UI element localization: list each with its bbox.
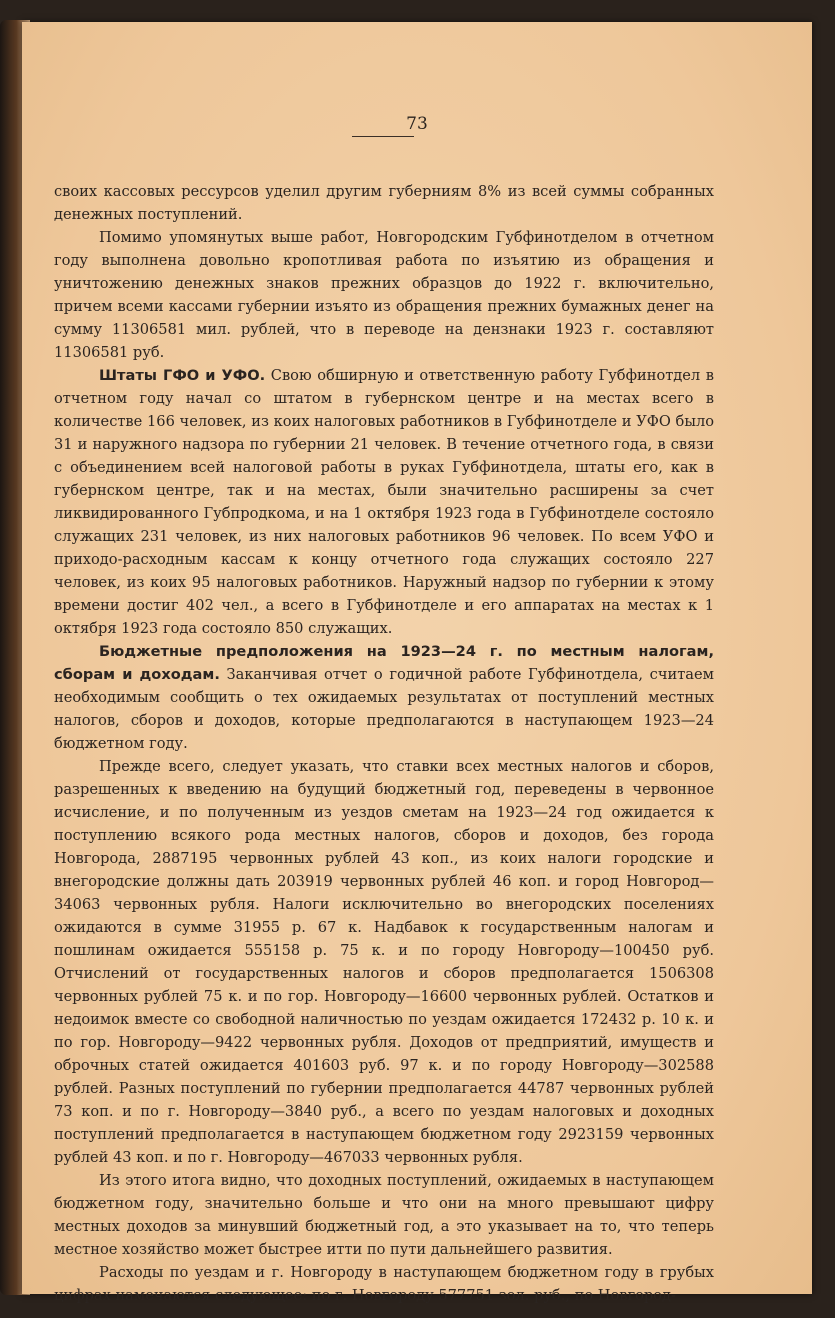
page-body-text bbox=[54, 180, 714, 1307]
page-number-rule bbox=[352, 136, 414, 137]
paragraph-text: Из этого итога видно, что доходных поступлений, ожидаемых в наступающем бюджетном году, значительно больше и что они на много превышают цифру местных доходов за минувший бюджетный год, а это указывает на то, что теперь местное хозяйство может быстрее итти по пути дальнейшего развития. bbox=[54, 1172, 714, 1258]
paragraph-iztyatie-deneg bbox=[54, 226, 714, 364]
paragraph-text: Заканчивая отчет о годичной работе Губфинотдела, считаем необходимым сообщить о тех ожидаемых результатах от поступлений местных налогов, сборов и доходов, которые предполагаются в наступающем 1923—24 бюджетном году. bbox=[54, 666, 714, 752]
paragraph-text: Помимо упомянутых выше работ, Новгородским Губфинотделом в отчетном году выполнена довольно кропотливая работа по изъятию из обращения и уничтожению денежных знаков прежних образцов до 1922 г. включительно, причем всеми кассами губернии изъято из обращения прежних бумажных денег на сумму 11306581 мил. рублей, что в переводе на дензнаки 1923 г. составляют 11306581 руб. bbox=[54, 229, 714, 361]
paragraph-text: своих кассовых рессурсов уделил другим губерниям 8% из всей суммы собранных денежных поступлений. bbox=[54, 183, 714, 223]
paragraph-stavki-nalogov bbox=[54, 755, 714, 1169]
page-number: 73 bbox=[406, 114, 428, 134]
section-heading-byudzhet: Бюджетные предположения на 1923—24 г. по местным налогам, сборам и доходам. bbox=[54, 643, 714, 683]
section-heading-shtaty: Штаты ГФО и УФО. bbox=[99, 367, 266, 384]
paragraph-byudzhetnye-predpolozheniya bbox=[54, 640, 714, 755]
paragraph-text: Прежде всего, следует указать, что ставки всех местных налогов и сборов, разрешенных к введению на будущий бюджетный год, переведены в червонное исчисление, и по полученным из уездов сметам на 1923—24 год ожидается к поступлению всякого рода местных налогов, сборов и доходов, без города Новгорода, 2887195 червонных рублей 43 коп., из коих налоги городские и внегородские должны дать 203919 червонных рублей 46 коп. и город Новгород—34063 червонных рубля. Налоги исключительно во внегородских поселениях ожидаются в сумме 31955 р. 67 к. Надбавок к государственным налогам и пошлинам ожидается 555158 р. 75 к. и по городу Новгороду—100450 руб. Отчислений от государственных налогов и сборов предполагается 1506308 червонных рублей 75 к. и по гор. Новгороду—16600 червонных рублей. Остатков и недоимок вместе со свободной наличностью по уездам ожидается 172432 р. 10 к. и по гор. Новгороду—9422 червонных рубля. Доходов от предприятий, имуществ и оброчных статей ожидается 401603 руб. 97 к. и по городу Новгороду—302588 рублей. Разных поступлений по губернии предполагается 44787 червонных рублей 73 коп. и по г. Новгороду—3840 руб., а всего по уездам налоговых и доходных поступлений предполагается в наступающем бюджетном году 2923159 червонных рублей 43 коп. и по г. Новгороду—467033 червонных рубля. bbox=[54, 758, 714, 1166]
paragraph-text: Свою обширную и ответственную работу Губфинотдел в отчетном году начал со штатом в губернском центре и на местах всего в количестве 166 человек, из коих налоговых работников в Губфинотделе и УФО было 31 и наружного надзора по губернии 21 человек. В течение отчетного года, в связи с объединением всей налоговой работы в руках Губфинотдела, штаты его, как в губернском центре, так и на местах, были значительно расширены за счет ликвидированного Губпродкома, и на 1 октября 1923 года в Губфинотделе состояло служащих 231 человек, из них налоговых работников 96 человек. По всем УФО и приходо-расходным кассам к концу отчетного года служащих состояло 227 человек, из коих 95 налоговых работников. Наружный надзор по губернии к этому времени достиг 402 чел., а всего в Губфинотделе и его аппаратах на местах к 1 октября 1923 года состояло 850 служащих. bbox=[54, 367, 715, 637]
book-page bbox=[22, 22, 812, 1304]
paragraph-raskhody bbox=[54, 1261, 714, 1307]
paragraph-text: Расходы по уездам и г. Новгороду в наступающем бюджетном году в грубых цифрах намечаются следующее: по г. Новгороду 577751 зол. руб., по Новгород- bbox=[54, 1264, 714, 1304]
paragraph-itog bbox=[54, 1169, 714, 1261]
paragraph-kassovye-ressursy bbox=[54, 180, 714, 226]
paragraph-shtaty bbox=[54, 364, 714, 640]
